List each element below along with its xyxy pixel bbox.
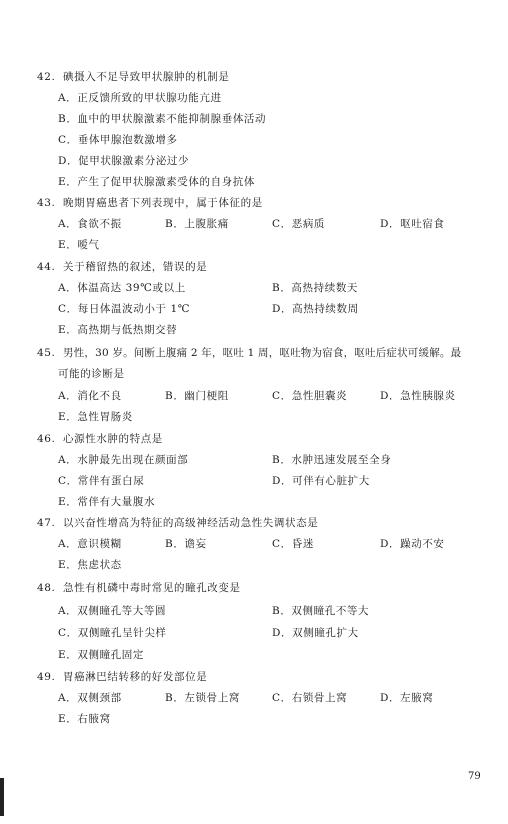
- option: E．常伴有大量腹水: [58, 496, 156, 508]
- question-text: 心源性水肿的特点是: [63, 433, 163, 445]
- option: B．上腹胀痛: [165, 218, 229, 230]
- scan-edge-mark: [0, 778, 4, 816]
- question-stem: [37, 71, 230, 84]
- option: C．每日体温波动小于 1℃: [58, 303, 191, 315]
- option: A．正反馈所致的甲状腺功能亢进: [58, 92, 222, 104]
- question-stem: [37, 582, 241, 595]
- question-text: 以兴奋性增高为特征的高级神经活动急性失调状态是: [63, 517, 319, 529]
- option: E．急性胃肠炎: [58, 411, 133, 423]
- option: E．焦虑状态: [58, 559, 122, 571]
- option: E．右腋窝: [58, 713, 111, 725]
- option: C．右锁骨上窝: [272, 692, 348, 704]
- option: B．双侧瞳孔不等大: [272, 605, 370, 617]
- question-stem: [37, 347, 461, 360]
- option: B．水肿迅速发展至全身: [272, 454, 392, 466]
- question-number: 45.: [37, 347, 56, 359]
- option: C．垂体甲腺泡数激增多: [58, 134, 178, 146]
- option: D．急性胰腺炎: [380, 390, 456, 402]
- question-number: 46.: [37, 433, 56, 445]
- option: D．呕吐宿食: [380, 218, 445, 230]
- option: E．嗳气: [58, 239, 100, 251]
- option: B．谵妄: [165, 538, 207, 550]
- option: E．产生了促甲状腺激素受体的自身抗体: [58, 176, 255, 188]
- question-stem: [37, 261, 207, 274]
- option: A．意识模糊: [58, 538, 122, 550]
- question-stem: [37, 517, 318, 530]
- option: C．常伴有蛋白尿: [58, 475, 145, 487]
- question-text: 晚期胃癌患者下列表现中，属于体征的是: [63, 197, 263, 209]
- option: B．幽门梗阻: [165, 390, 229, 402]
- question-text: 胃癌淋巴结转移的好发部位是: [63, 671, 208, 683]
- option: B．左锁骨上窝: [165, 692, 240, 704]
- question-text-continued: 可能的诊断是: [58, 368, 125, 380]
- question-number: 48.: [37, 582, 56, 594]
- page-number: 79: [468, 771, 481, 782]
- question-number: 43.: [37, 197, 56, 209]
- option: E．高热期与低热期交替: [58, 324, 178, 336]
- question-text: 男性，30 岁。间断上腹痛 2 年，呕吐 1 周，呕吐物为宿食，呕吐后症状可缓解。最: [63, 347, 462, 359]
- option: D．可伴有心脏扩大: [272, 475, 370, 487]
- option: A．水肿最先出现在颜面部: [58, 454, 189, 466]
- option: D．促甲状腺激素分泌过少: [58, 155, 190, 167]
- option: A．体温高达 39℃或以上: [58, 282, 186, 294]
- option: A．消化不良: [58, 390, 122, 402]
- question-number: 49.: [37, 671, 56, 683]
- question-number: 42.: [37, 71, 56, 83]
- option: D．高热持续数周: [272, 303, 359, 315]
- option: D．躁动不安: [380, 538, 445, 550]
- question-text: 碘摄入不足导致甲状腺肿的机制是: [63, 71, 230, 83]
- option: A．食欲不振: [58, 218, 122, 230]
- option: C．恶病质: [272, 218, 326, 230]
- question-number: 47.: [37, 517, 56, 529]
- question-text: 急性有机磷中毒时常见的瞳孔改变是: [63, 582, 241, 594]
- question-stem: [37, 671, 207, 684]
- option: A．双侧瞳孔等大等圆: [58, 605, 167, 617]
- option: E．双侧瞳孔固定: [58, 649, 144, 661]
- question-stem: [37, 433, 163, 446]
- question-number: 44.: [37, 261, 56, 273]
- option: D．双侧瞳孔扩大: [272, 627, 359, 639]
- option: B．高热持续数天: [272, 282, 359, 294]
- option: C．昏迷: [272, 538, 314, 550]
- option: A．双侧颈部: [58, 692, 122, 704]
- question-stem: [37, 197, 263, 210]
- option: D．左腋窝: [380, 692, 434, 704]
- option: C．急性胆囊炎: [272, 390, 348, 402]
- option: C．双侧瞳孔呈针尖样: [58, 627, 167, 639]
- question-text: 关于稽留热的叙述，错误的是: [63, 261, 208, 273]
- option: B．血中的甲状腺激素不能抑制腺垂体活动: [58, 113, 267, 125]
